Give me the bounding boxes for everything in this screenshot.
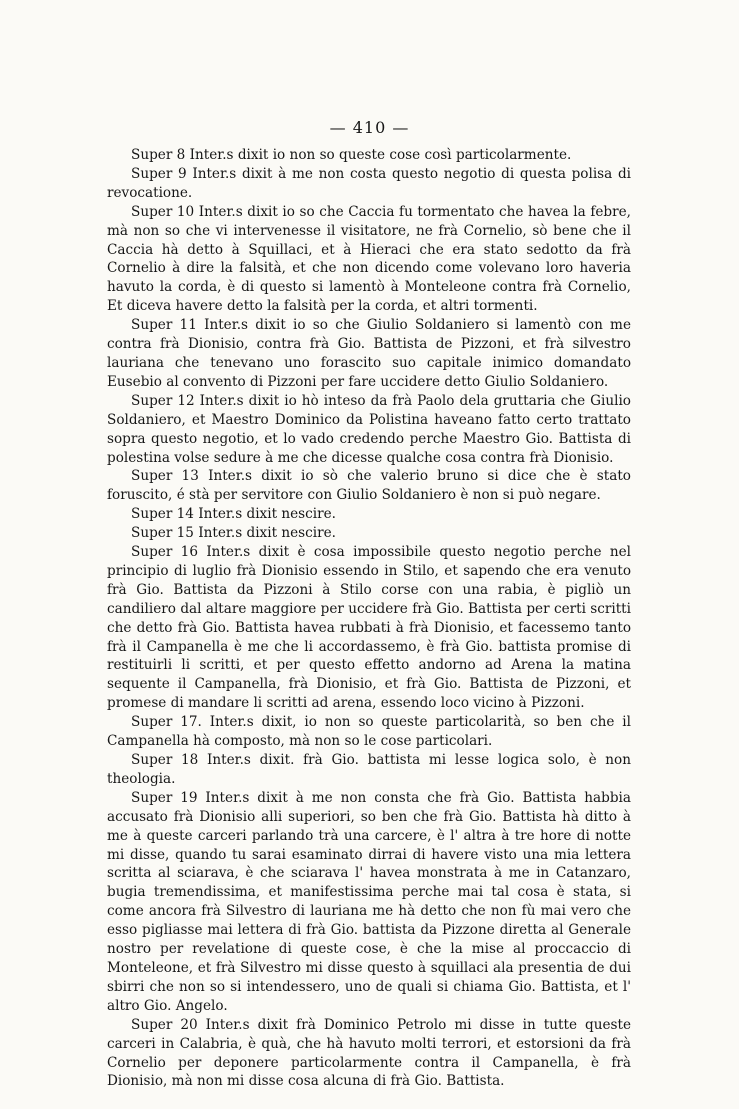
body-text <box>107 146 631 1091</box>
paragraph-inter-18: Super 18 Inter.s dixit. frà Gio. battista mi lesse logica solo, è non theologia. <box>107 752 631 787</box>
paragraph-inter-12: Super 12 Inter.s dixit io hò inteso da frà Paolo dela gruttaria che Giulio Soldaniero, et Maestro Dominico da Polistina haveano fatto certo trattato sopra questo negotio, et lo vado credendo perche Maestro Gio. Battista di polestina volse sedure à me che dicesse qualche cosa contra frà Dionisio. <box>107 392 631 466</box>
paragraph-inter-8: Super 8 Inter.s dixit io non so queste cose così particolarmente. <box>131 147 572 163</box>
paragraph-inter-17: Super 17. Inter.s dixit, io non so queste particolarità, so ben che il Campanella hà composto, mà non so le cose particolari. <box>107 714 631 750</box>
paragraph-inter-15: Super 15 Inter.s dixit nescire. <box>131 525 336 542</box>
paragraph-inter-14: Super 14 Inter.s dixit nescire. <box>131 506 336 523</box>
paragraph-inter-13: Super 13 Inter.s dixit io sò che valerio bruno si dice che è stato foruscito, é stà per servitore con Giulio Soldaniero è non si può negare. <box>107 468 631 504</box>
paragraph-inter-20: Super 20 Inter.s dixit frà Dominico Petrolo mi disse in tutte queste carceri in Calabria, è quà, che hà havuto molti terrori, et estorsioni da frà Cornelio per deponere particolarmente contra il Campanella, è frà Dionisio, mà non mi disse cosa alcuna di frà Gio. Battista. <box>107 1016 631 1090</box>
paragraph-inter-9: Super 9 Inter.s dixit à me non costa questo negotio di questa polisa di revocatione. <box>107 165 631 201</box>
paragraph-inter-11: Super 11 Inter.s dixit io so che Giulio Soldaniero si lamentò con me contra frà Dionisio, contra frà Gio. Battista de Pizzoni, et frà silvestro lauriana che tenevano uno forascito suo capitale inimico domandato Eusebio al convento di Pizzoni per fare uccidere detto Giulio Soldaniero. <box>107 317 631 390</box>
paragraph-inter-10: Super 10 Inter.s dixit io so che Caccia fu tormentato che havea la febre, mà non so che vi intervenesse il visitatore, ne frà Cornelio, sò bene che il Caccia hà detto à Squillaci, et à Hieraci che era stato sedotto da frà Cornelio à dire la falsità, et che non dicendo come volevano loro haveria havuto la corda, è di questo si lamentò à Monteleone contra frà Cornelio, Et diceva havere detto la falsità per la corda, et altri tormenti. <box>107 203 631 315</box>
paragraph-inter-19: Super 19 Inter.s dixit à me non consta che frà Gio. Battista habbia accusato frà Dionisio alli superiori, so ben che frà Gio. Battista hà ditto à me à queste carceri parlando trà una carcere, è l' altra à tre hore di notte mi disse, quando tu sarai esaminato dirrai di havere visto una mia lettera scritta al sciarava, è che sciarava l' havea monstrata à me in Catanzaro, bugia tremendissima, et manifestissima perche mai tal cosa è stata, si come ancora frà Silvestro di lauriana me hà detto che non fù mai vero che esso pigliasse mai lettera di frà Gio. battista da Pizzone diretta al Generale nostro per revelatione di queste cose, è che la mise al proccaccio di Monteleone, et frà Silvestro mi disse questo à squillaci ala presentia de dui sbirri che non so si intendessero, uno de quali si chiama Gio. Battista, et l' altro Gio. Angelo. <box>107 789 631 1014</box>
page-number: — 410 — <box>329 118 410 137</box>
paragraph-inter-16: Super 16 Inter.s dixit è cosa impossibile questo negotio perche nel principio di luglio frà Dionisio essendo in Stilo, et sapendo che era venuto frà Gio. Battista da Pizzoni à Stilo corse con una rabia, è pigliò un candiliero dal altare maggiore per uccidere frà Gio. Battista per certi scritti che detto frà Gio. Battista havea rubbati à frà Dionisio, et facessemo tanto frà il Campanella è me che li accordassemo, è frà Gio. battista promise di restituirli li scritti, et per questo effetto andorno ad Arena la matina sequente il Campanella, frà Dionisio, et frà Gio. Battista de Pizzoni, et promese di mandare li scritti ad arena, essendo loco vicino à Pizzoni. <box>107 544 631 712</box>
